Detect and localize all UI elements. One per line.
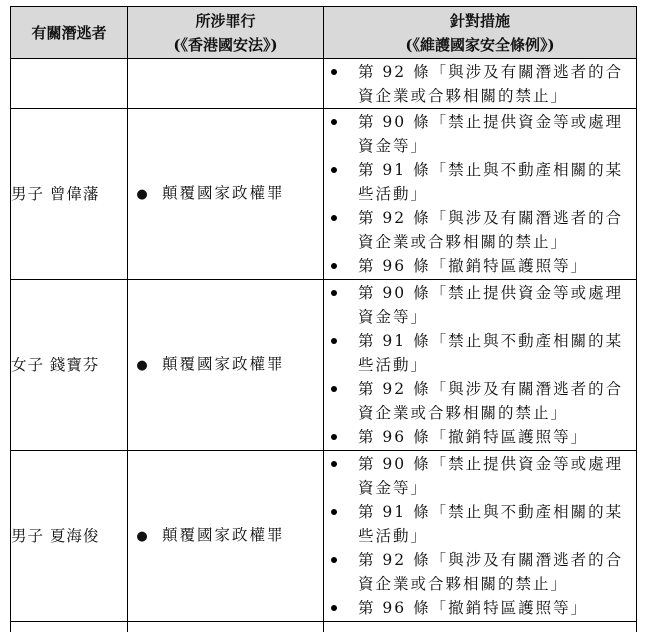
- offense-text: 顛覆國家政權罪: [156, 355, 285, 373]
- offense-text: 顛覆國家政權罪: [156, 184, 285, 202]
- measure-item: 第 96 條「撤銷特區護照等」: [358, 596, 636, 620]
- measures-cell: [324, 451, 637, 622]
- measures-list: [324, 452, 636, 620]
- truncated-row: [11, 622, 637, 632]
- measure-item: 第 90 條「禁止提供資金等或處理資金等」: [358, 110, 636, 158]
- measures-cell: [324, 109, 637, 280]
- measures-list: [324, 110, 636, 278]
- continued-name-cell: [11, 59, 128, 109]
- continued-offense-cell: [128, 59, 324, 109]
- measure-item: 第 96 條「撤銷特區護照等」: [358, 254, 636, 278]
- bullet-icon: ●: [128, 183, 156, 207]
- absconders-measures-table: [10, 6, 637, 632]
- person-name: 女子 錢寶芬: [11, 280, 128, 451]
- measures-list: [324, 60, 636, 108]
- offense-text: 顛覆國家政權罪: [156, 526, 285, 544]
- person-row: [11, 109, 637, 280]
- measures-list: [324, 281, 636, 449]
- bullet-icon: ●: [128, 354, 156, 378]
- header-offense-law: (《香港國安法》): [128, 33, 323, 57]
- header-measures: [324, 7, 637, 59]
- offense-cell: [128, 280, 324, 451]
- header-offense: [128, 7, 324, 59]
- header-row: [11, 7, 637, 59]
- measures-cell: [324, 280, 637, 451]
- offense-cell: [128, 451, 324, 622]
- measure-item: 第 90 條「禁止提供資金等或處理資金等」: [358, 281, 636, 329]
- header-offense-title: 所涉罪行: [128, 9, 323, 33]
- measure-item: 第 91 條「禁止與不動產相關的某些活動」: [358, 500, 636, 548]
- continued-measures-cell: [324, 59, 637, 109]
- measure-item: 第 92 條「與涉及有關潛逃者的合資企業或合夥相關的禁止」: [358, 377, 636, 425]
- header-measures-title: 針對措施: [324, 9, 636, 33]
- measure-item: 第 96 條「撤銷特區護照等」: [358, 425, 636, 449]
- person-name: 男子 曾偉藩: [11, 109, 128, 280]
- offense-cell: [128, 109, 324, 280]
- person-name: 男子 夏海俊: [11, 451, 128, 622]
- measure-item: 第 92 條「與涉及有關潛逃者的合資企業或合夥相關的禁止」: [358, 206, 636, 254]
- continued-row: [11, 59, 637, 109]
- header-absconder: 有關潛逃者: [11, 7, 128, 59]
- measure-item: 第 92 條「與涉及有關潛逃者的合資企業或合夥相關的禁止」: [358, 60, 636, 108]
- header-measures-ordinance: (《維護國家安全條例》): [324, 33, 636, 57]
- person-row: [11, 280, 637, 451]
- measure-item: 第 90 條「禁止提供資金等或處理資金等」: [358, 452, 636, 500]
- measure-item: 第 91 條「禁止與不動產相關的某些活動」: [358, 158, 636, 206]
- measure-item: 第 92 條「與涉及有關潛逃者的合資企業或合夥相關的禁止」: [358, 548, 636, 596]
- bullet-icon: ●: [128, 525, 156, 549]
- person-row: [11, 451, 637, 622]
- measure-item: 第 91 條「禁止與不動產相關的某些活動」: [358, 329, 636, 377]
